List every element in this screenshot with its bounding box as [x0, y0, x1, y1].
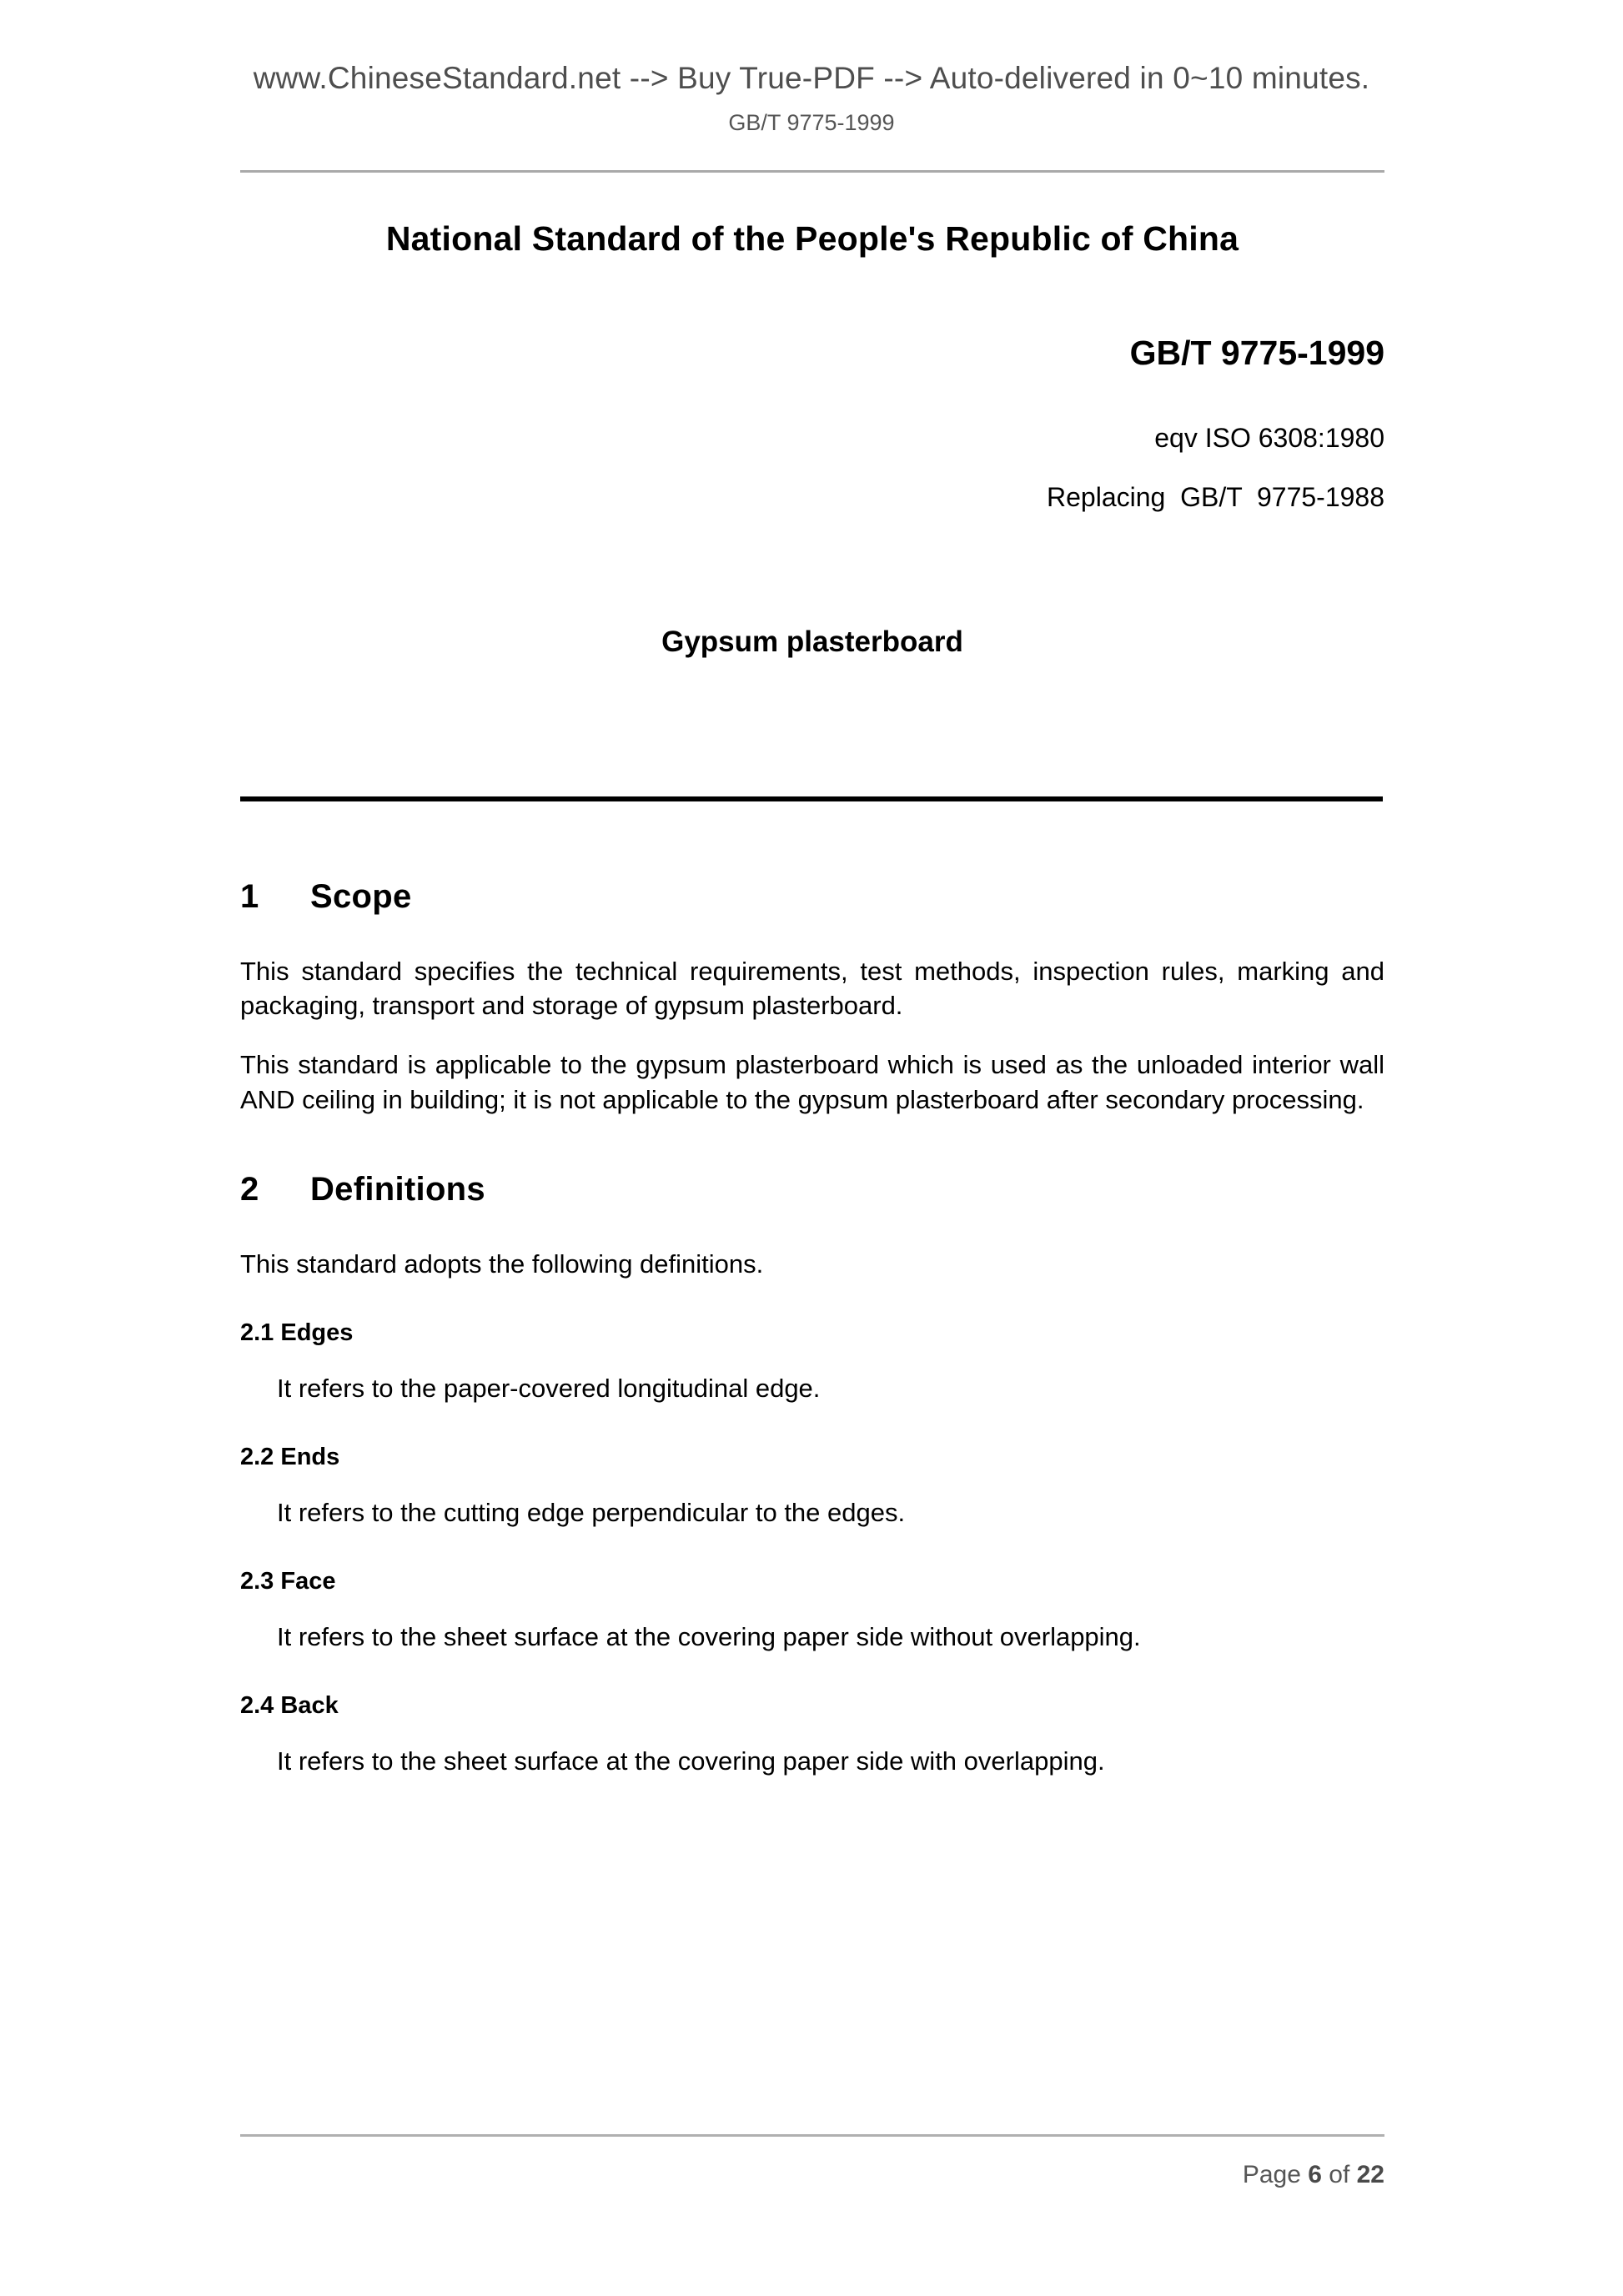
- section-heading-definitions: [240, 1168, 1384, 1210]
- definition-heading-edges: 2.1 Edges: [240, 1319, 354, 1347]
- footer-page-middle: of: [1321, 2161, 1357, 2188]
- promo-watermark-text: www.ChineseStandard.net --> Buy True-PDF --> Auto-delivered in 0~10 minutes.: [253, 61, 1370, 95]
- header-divider: [240, 170, 1384, 173]
- equivalent-iso-line: eqv ISO 6308:1980: [1154, 423, 1384, 454]
- definition-heading-ends: 2.2 Ends: [240, 1444, 340, 1470]
- replacing-standard-line: Replacing GB/T 9775-1988: [1047, 481, 1384, 512]
- document-body: [240, 876, 1384, 1778]
- watermark-header: [0, 62, 1623, 135]
- section-title-scope: Scope: [310, 878, 412, 915]
- section-title-definitions: Definitions: [310, 1170, 485, 1208]
- definition-heading-back: 2.4 Back: [240, 1691, 339, 1719]
- scope-paragraph-1: This standard specifies the technical requirements, test methods, inspection rules, marking and packaging, transport and storage of gypsum plasterboard.: [240, 957, 1384, 1021]
- definition-text-back: It refers to the sheet surface at the covering paper side with overlapping.: [277, 1746, 1105, 1776]
- standard-code-heading: GB/T 9775-1999: [1129, 334, 1384, 373]
- definitions-intro: This standard adopts the following definitions.: [240, 1248, 764, 1279]
- definition-text-edges: It refers to the paper-covered longitudinal edge.: [277, 1373, 821, 1403]
- document-title: Gypsum plasterboard: [661, 625, 963, 659]
- definition-heading-face: 2.3 Face: [240, 1567, 336, 1595]
- page-footer: [240, 2160, 1384, 2190]
- definition-text-ends: It refers to the cutting edge perpendicular to the edges.: [277, 1497, 906, 1527]
- title-divider: [240, 796, 1383, 801]
- header-standard-code: GB/T 9775-1999: [728, 109, 895, 135]
- footer-total-pages: 22: [1356, 2161, 1384, 2188]
- national-standard-title: National Standard of the People's Republic of China: [385, 219, 1239, 258]
- section-heading-scope: [240, 876, 1384, 917]
- footer-divider: [240, 2134, 1384, 2137]
- footer-current-page: 6: [1308, 2161, 1322, 2188]
- scope-paragraph-2: This standard is applicable to the gypsum plasterboard which is used as the unloaded interior wall AND ceiling in building; it is not applicable to the gypsum plasterboard after secondary processing.: [240, 1050, 1384, 1114]
- masthead: [240, 219, 1384, 660]
- footer-page-prefix: Page: [1242, 2161, 1309, 2188]
- definition-text-face: It refers to the sheet surface at the covering paper side without overlapping.: [277, 1621, 1141, 1651]
- section-number-scope: 1: [240, 878, 259, 915]
- section-number-definitions: 2: [240, 1170, 259, 1208]
